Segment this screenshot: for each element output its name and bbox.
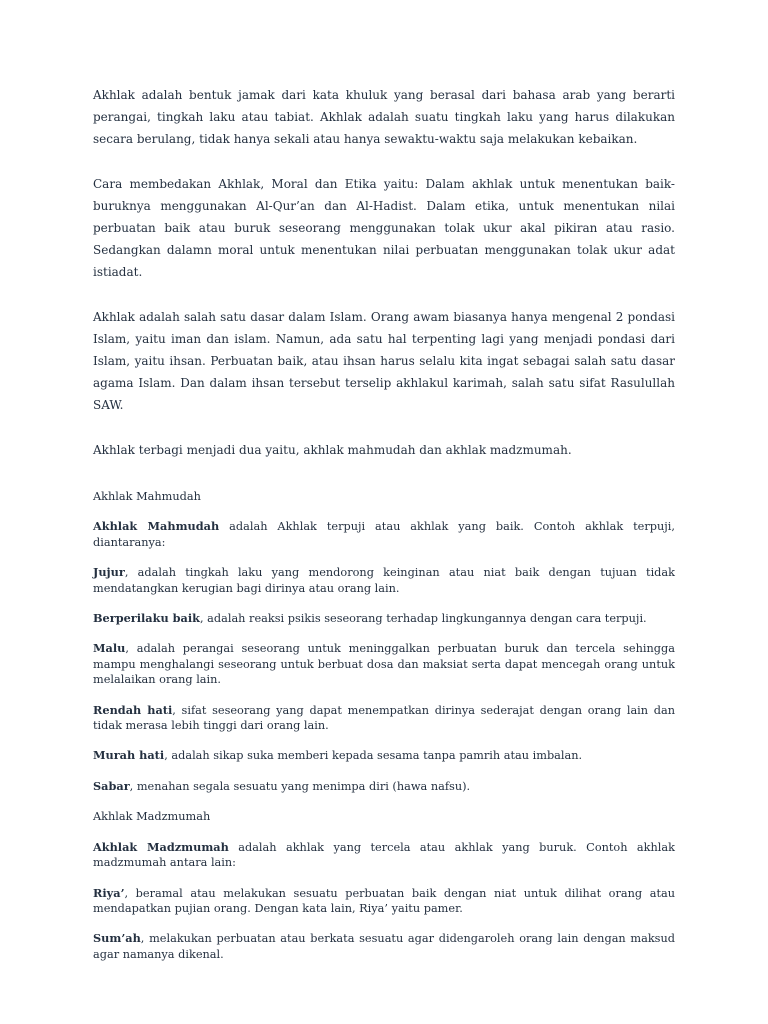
madzmumah-item-sumah [93, 931, 675, 962]
mahmudah-item-murah-hati [93, 748, 675, 763]
intro-paragraph-3: Akhlak adalah salah satu dasar dalam Islam. Orang awam biasanya hanya mengenal 2 pondasi Islam, yaitu iman dan islam. Namun, ada satu hal terpenting lagi yang menjadi pondasi dari Islam, yaitu ihsan. Perbuatan baik, atau ihsan harus selalu kita ingat sebagai salah satu dasar agama Islam. Dan dalam ihsan tersebut terselip akhlakul karimah, salah satu sifat Rasulullah SAW. [93, 310, 675, 412]
mahmudah-item-rendah-hati [93, 703, 675, 734]
mahmudah-item-text: , adalah perangai seseorang untuk meninggalkan perbuatan buruk dan tercela sehingga mampu menghalangi seseorang untuk berbuat dosa dan maksiat serta dapat mencegah orang untuk melalaikan orang lain. [93, 642, 675, 687]
mahmudah-item-jujur [93, 565, 675, 596]
mahmudah-heading: Akhlak Mahmudah [93, 490, 201, 503]
mahmudah-item-text: , menahan segala sesuatu yang menimpa diri (hawa nafsu). [129, 779, 471, 793]
madzmumah-item-riya [93, 886, 675, 917]
intro-paragraph-4: Akhlak terbagi menjadi dua yaitu, akhlak mahmudah dan akhlak madzmumah. [93, 443, 572, 457]
mahmudah-item-term: Malu [93, 641, 126, 656]
madzmumah-item-text: , melakukan perbuatan atau berkata sesuatu agar didengaroleh orang lain dengan maksud agar namanya dikenal. [93, 932, 675, 961]
mahmudah-item-term: Rendah hati [93, 702, 173, 717]
mahmudah-definition-term: Akhlak Mahmudah [93, 519, 220, 534]
mahmudah-definition-text: adalah Akhlak terpuji atau akhlak yang baik. Contoh akhlak terpuji, diantaranya: [93, 520, 675, 549]
madzmumah-definition [93, 840, 675, 871]
document-page [93, 84, 675, 962]
mahmudah-item-text: , sifat seseorang yang dapat menempatkan dirinya sederajat dengan orang lain dan tidak merasa lebih tinggi dari orang lain. [93, 703, 675, 733]
madzmumah-heading: Akhlak Madzmumah [93, 810, 211, 824]
madzmumah-item-text: , beramal atau melakukan sesuatu perbuatan baik dengan niat untuk dilihat orang atau mendapatkan pujian orang. Dengan kata lain, Riya’ yaitu pamer. [93, 886, 675, 915]
mahmudah-item-term: Jujur [93, 565, 125, 580]
intro-paragraph-1: Akhlak adalah bentuk jamak dari kata khuluk yang berasal dari bahasa arab yang berarti perangai, tingkah laku atau tabiat. Akhlak adalah suatu tingkah laku yang harus dilakukan secara berulang, tidak hanya sekali atau hanya sewaktu-waktu saja melakukan kebaikan. [93, 88, 675, 146]
mahmudah-definition [93, 519, 675, 550]
mahmudah-item-term: Berperilaku baik [93, 611, 200, 626]
madzmumah-definition-text: adalah akhlak yang tercela atau akhlak yang buruk. Contoh akhlak madzmumah antara lain: [93, 840, 675, 870]
mahmudah-item-malu [93, 641, 675, 687]
mahmudah-item-sabar [93, 779, 675, 794]
mahmudah-item-text: , adalah reaksi psikis seseorang terhadap lingkungannya dengan cara terpuji. [199, 612, 647, 626]
mahmudah-item-term: Sabar [93, 778, 130, 793]
intro-paragraph-2: Cara membedakan Akhlak, Moral dan Etika yaitu: Dalam akhlak untuk menentukan baik-buruknya menggunakan Al-Qur’an dan Al-Hadist. Dalam etika, untuk menentukan nilai perbuatan baik atau buruk seseorang menggunakan tolak ukur akal pikiran atau rasio. Sedangkan dalamn moral untuk menentukan nilai perbuatan menggunakan tolak ukur adat istiadat. [93, 177, 675, 279]
madzmumah-item-term: Riya’ [93, 885, 125, 900]
mahmudah-item-term: Murah hati [93, 748, 165, 763]
madzmumah-definition-term: Akhlak Madzmumah [93, 839, 229, 854]
mahmudah-item-berperilaku-baik [93, 611, 675, 626]
mahmudah-item-text: , adalah tingkah laku yang mendorong keinginan atau niat baik dengan tujuan tidak mendatangkan kerugian bagi dirinya atau orang lain. [93, 566, 675, 595]
mahmudah-item-text: , adalah sikap suka memberi kepada sesama tanpa pamrih atau imbalan. [164, 749, 583, 763]
madzmumah-item-term: Sum’ah [93, 931, 141, 946]
